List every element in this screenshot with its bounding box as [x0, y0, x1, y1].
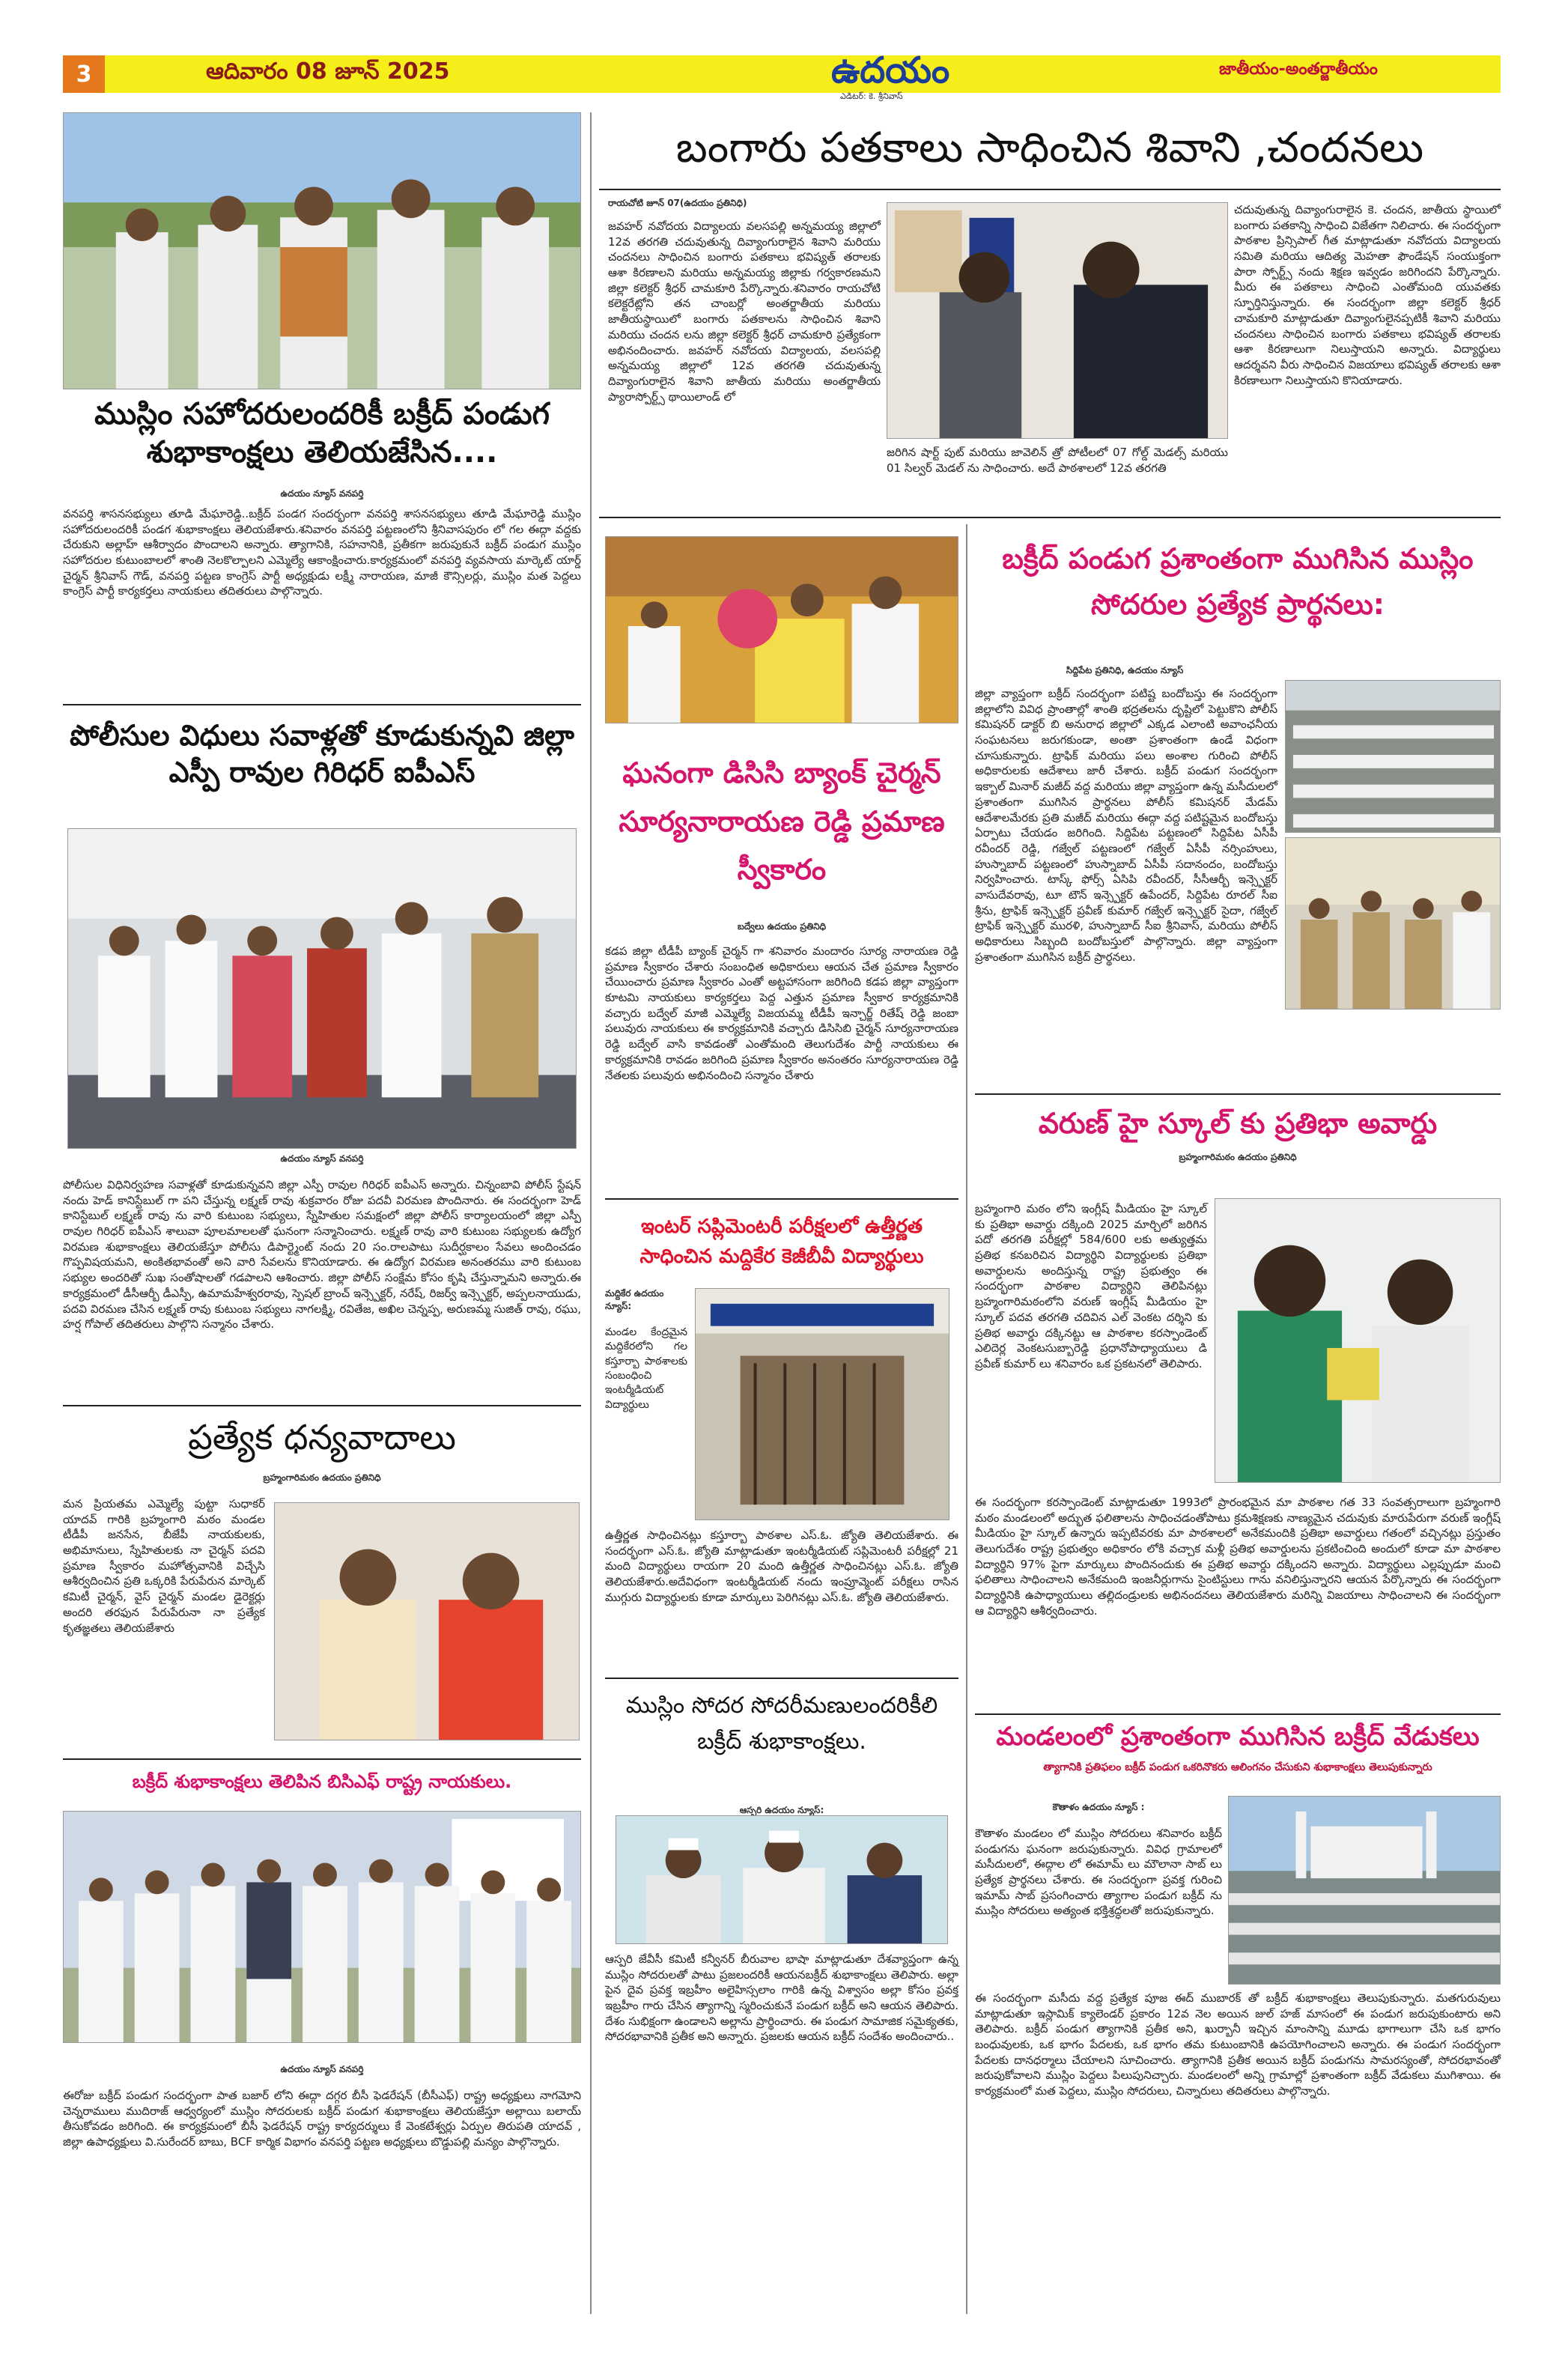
column-divider	[966, 524, 967, 2314]
column-divider	[590, 112, 592, 2314]
siddipet-body-col: జిల్లా వ్యాప్తంగా బక్రీద్ సందర్భంగా పటిష్ట బందోబస్తు ఈ సందర్భంగా జిల్లాలోని వివిధ ప్రాంతాల్లో శాంతి భద్రతలను దృష్టిలో పెట్టుకొని పోలీస్ కమిషనర్ డాక్టర్ బి అనురాధ జిల్లాలో ఎక్కడ ఎలాంటి అవాంఛనీయ సంఘటనలు జరుగకుండా, అంతా ప్రశాంతంగా ఉండే విధంగా చూసుకున్నారు. ట్రాఫిక్ మరియు పలు అంశాల గురించి పోలీస్ అధికారులకు ఆదేశాలు జారీ చేశారు. బక్రీద్ పండుగ సందర్భంగా ఇక్బాల్ మినార్ మజీద్ వద్ద మరియు జిల్లా వ్యాప్తంగా ఉన్న మసీదులలో ప్రశాంతంగా ముగిసిన ప్రార్థనలు పోలీస్ కమిషనర్ మేడమ్ ఆదేశాలమేరకు ప్రతి మజీద్ మరియు ఈద్గా వద్ద పటిష్టమైన బందోబస్తు ఏర్పాటు చేయడం జరిగింది. సిద్దిపేట పట్టణంలో సిద్దిపేట ఏసీపీ రవీందర్ రెడ్డి, గజ్వేల్ పట్టణంలో గజ్వేల్ ఏసీపీ నర్సింహులు, హుస్నాబాద్ పట్టణంలో హుస్నాబాద్ ఏసీపీ సదానందం, బందోబస్తు నిర్వహించారు. టాస్క్ ఫోర్స్ ఏసిపి రవీందర్, సీసీఆర్బీ ఇన్స్పెక్టర్ వాసుదేవరావు, టూ టౌన్ ఇన్స్పెక్టర్ ఉపేందర్, సిద్దిపేట రూరల్ సీఐ శ్రీను, ట్రాఫిక్ ఇన్స్పెక్టర్ ప్రవీణ్ కుమార్ గజ్వేల్ ఇన్స్పెక్టర్ సైదా, గజ్వేల్ ట్రాఫిక్ ఇన్స్పెక్టర్ మురళి, హుస్నాబాద్ సీఐ శ్రీనివాస్, మరియు పోలీస్ అధికారులు సిబ్బంది బందోబస్తులో పాల్గొన్నారు. జిల్లా వ్యాప్తంగా ప్రశాంతంగా ముగిసిన బక్రీద్ ప్రార్థనలు.	[975, 687, 1277, 964]
gold-medal-credit: రాయచోటి జూన్ 07(ఉదయం ప్రతినిధి)	[608, 198, 747, 208]
bcf-group-photo	[63, 1811, 581, 2043]
issue-date: ఆదివారం 08 జూన్ 2025	[206, 58, 450, 85]
thanks-credit: బ్రహ్మంగారిమఠం ఉదయం ప్రతినిధి	[263, 1472, 381, 1483]
story-separator	[63, 704, 581, 705]
newspaper-logo: ఉదయం	[831, 49, 950, 91]
story-separator	[599, 517, 1501, 518]
kgbv-school-gate-photo	[695, 1288, 949, 1520]
thanks-headline: ప్రత్యేక ధన్యవాదాలు	[188, 1417, 456, 1457]
aspari-body: ఆస్పరి జేవీసీ కమిటీ కన్వీనర్ బీరువాల భాషా మాట్లాడుతూ దేశవ్యాప్తంగా ఉన్న ముస్లిం సోదరులతో పాటు ప్రజలందరికీ ఆయనబక్రీద్ శుభాకాంక్షలు తెలిపారు. అల్లా పైన దైవ ప్రవక్త ఇబ్రహీం అలైహిస్సలాం గారికి ఉన్న విశ్వాసం అల్లా కోసం ప్రవక్త ఇబ్రహీం గారు చేసిన త్యాగాన్ని స్మరించుకునే పండుగ బక్రీద్ అని ఆయన తెలిపారు. దేశం సుభిక్షంగా ఉండాలని అల్లాను ప్రార్థించారు. ఈ పండుగ సామాజిక సమైక్యతకు, సోదరభావానికి ప్రతీక అని అన్నారు. ప్రజలకు ఆయన బక్రీద్ సందేశం అందించారు..	[605, 1952, 958, 2044]
police-felicitation-photo	[67, 828, 577, 1149]
police-credit: ఉదయం న్యూస్ వనపర్తి	[280, 1153, 364, 1164]
varun-award-body-full: ఈ సందర్భంగా కరస్పాండెంట్ మాట్లాడుతూ 1993లో ప్రారంభమైన మా పాఠశాల గత 33 సంవత్సరాలుగా బ్రహ్మంగారి మఠం మండలంలో అద్భుత ఫలితాలను సాధించడంతోపాటు క్రమశిక్షణకు నాణ్యమైన చదువుకు మారుపేరుగా వరుణ్ ఇంగ్లీష్ మీడియం హై స్కూల్ ఉన్నారు ఇప్పటివరకు మా పాఠశాలలో అనేకమందికి ప్రతిభా అవార్డులు గతంలో వచ్చినట్లు ప్రస్తుతం తెలుగుదేశం రాష్ట్ర ప్రభుత్వం అధికారం లోకి వచ్చాక మళ్లీ ప్రతిభ అవార్డులను ప్రకటించింది అందులో కూడా మా పాఠశాల విద్యార్థిని 97% పైగా మార్కులు పొందినందుకు ఈ ప్రతిభ అవార్డు దక్కిందని అన్నారు. విద్యార్థులు ఎల్లప్పుడూ మంచి ఫలితాలు సాధించాలని అనేకమంది ఇంజనీర్లుగాను సైంటిస్టులు గాను వనిలిస్తున్నారని ఆయన పేర్కొన్నారు ఈ సందర్భంగా విద్యార్థినికి ఉపాధ్యాయులు తల్లిదండ్రులకు అభినందనలు తెలియజేశారు మరిన్ని విజయాలు సాధించాలని ఈ సందర్భంగా ఆ విద్యార్థిని ఆశీర్వదించారు.	[975, 1496, 1501, 1618]
kgbv-body: ఉత్తీర్ణత సాధించినట్లు కస్తూర్బా పాఠశాల ఎస్.ఓ. జ్యోతి తెలియజేశారు. ఈ సందర్భంగా ఎస్.ఓ. జ్యోతి మాట్లాడుతూ ఇంటర్మీడియట్ సప్లిమెంటరీ పరీక్షల్లో 21 మంది విద్యార్థులు రాయగా 20 మంది ఉత్తీర్ణత సాధించినట్లు ఎస్.ఓ. జ్యోతి తెలియజేశారు.అదేవిధంగా ఇంటర్మీడియట్ నందు ఇంప్రూవ్మెంట్ పరీక్షలు రాసిన ముగ్గురు విద్యార్థులకు కూడా మార్కులు పెరిగినట్లు ఎస్.ఓ. జ్యోతి తెలియజేశారు.	[605, 1528, 958, 1604]
aspari-headline: ముస్లిం సోదర సోదరీమణులందరికీలి బక్రీద్ శుభాకాంక్షలు.	[625, 1692, 938, 1755]
collector-felicitation-photo	[887, 202, 1228, 439]
story-separator	[63, 1405, 581, 1406]
dccb-body: కడప జిల్లా టీడీపీ బ్యాంక్ చైర్మన్ గా శనివారం మందారం సూర్య నారాయణ రెడ్డి ప్రమాణ స్వీకారం చేశారు సంబంధిత అధికారులు ఆయన చేత ప్రమాణ స్వీకారం చేయించారు ప్రమాణ స్వీకారం ఎంతో అట్టహాసంగా జరిగింది కడప జిల్లా వ్యాప్తంగా కూటమి నాయకులు కార్యకర్తలు పెద్ద ఎత్తున ప్రమాణ స్వీకార కార్యక్రమానికి వచ్చారు బద్వేల్ మాజీ ఎమ్మెల్యే విజయమ్మ టీడీపీ ఇన్చార్జ్ రితేష్ రెడ్డి జంబా పలువురు నాయకులు ఈ కార్యక్రమానికి వచ్చారు డిసిసిబి చైర్మన్ సూర్యనారాయణ రెడ్డి బద్వేల్ వాసి కావడంతో ఎంతోమంది తెలుగుదేశం పార్టీ నాయకులు ఈ కార్యక్రమానికి రావడం జరిగింది ప్రమాణ స్వీకారం అనంతరం సూర్యనారాయణ రెడ్డి నేతలకు పలువురు అభినందించి సన్మానం చేశారు	[605, 944, 958, 1082]
kowthalam-body-full: ఈ సందర్భంగా మసీదు వద్ద ప్రత్యేక పూజ ఈద్ ముబారక్ తో బక్రీద్ శుభాకాంక్షలు తెలుపుకున్నారు. మతగురువులు మాట్లాడుతూ ఇస్లామిక్ క్యాలెండర్ ప్రకారం 12వ నెల అయిన జుల్ హజ్ మాసంలో ఈ పండుగ జరుపుకుంటారు అని తెలిపారు. బక్రీద్ పండుగ త్యాగానికి ప్రతీక అని, ఖుర్బానీ ఇచ్చిన మాంసాన్ని మూడు భాగాలుగా చేసి ఒక భాగం బంధువులకు, ఒక భాగం పేదలకు, ఒక భాగం తమ కుటుంబానికి ఉపయోగించాలని అన్నారు. ఈ పండుగ సందర్భంగా పేదలకు దానధర్మాలు చేయాలని సూచించారు. త్యాగానికి ప్రతీక అయిన బక్రీద్ పండుగను సామరస్యంతో, సోదరభావంతో జరుపుకోవాలని ముస్లిం పెద్దలు పిలుపునిచ్చారు. మండలంలో అన్ని గ్రామాల్లో ప్రశాంతంగా బక్రీద్ వేడుకలు ముగిశాయి. ఈ కార్యక్రమంలో మత పెద్దలు, ముస్లిం సోదరులు, చిన్నారులు తదితరులు పాల్గొన్నారు.	[975, 1991, 1501, 2098]
gold-medal-body-col3: చదువుతున్న దివ్యాంగురాలైన కె. చందన, జాతీయ స్థాయిలో బంగారు పతకాన్ని సాధించి విజేతగా నిలిచారు. ఈ సందర్భంగా పాఠశాల ప్రిన్సిపాల్ గీత మాట్లాడుతూ నవోదయ విద్యాలయ సమితి మరియు ఆదిత్య మెహతా ఫౌండేషన్ సంయుక్తంగా పారా స్పోర్ట్స్ నందు శిక్షణ ఇవ్వడం జరిగిందని పేర్కొన్నారు. మీరు ఈ పతకాలు సాధించి ఎంతోమంది యువతకు స్ఫూర్తినిస్తున్నారు. ఈ సందర్భంగా జిల్లా కలెక్టర్ శ్రీధర్ చామకూరి మాట్లాడుతూ దివ్యాంగులైనప్పటికీ శివాని మరియు చందనలు సాధించిన బంగారు పతకాలు భవిష్యత్ తరాలకు ఆశా కిరణాలుగా నిలుస్తాయని అన్నారు. విద్యార్థులు ఆదర్శవని వీరు సాధించిన విజయాలు భవిష్యత్ తరాలకు ఆశా కిరణాలుగా నిలుస్తాయని కొనియాడారు.	[1234, 203, 1501, 387]
varun-award-headline: వరుణ్ హై స్కూల్ కు ప్రతిభా అవార్డు	[1038, 1107, 1438, 1140]
eidgah-prayer-photo	[1228, 1796, 1501, 1985]
story-separator	[975, 1093, 1501, 1095]
kowthalam-body-left: కౌతాళం మండలం లో ముస్లిం సోదరులు శనివారం బక్రీద్ పండుగను ఘనంగా జరుపుకున్నారు. వివిధ గ్రామాలలో మసీదులలో, ఈద్గాల లో ఈమామ్ లు మౌలానా సాబ్ లు ప్రత్యేక ప్రార్థనలు చేశారు. ఈ సందర్భంగా ప్రవక్త గురించి ఇమామ్ సాబ్ ప్రసంగించారు త్యాగాల పండుగ బక్రీద్ ను ముస్లిం సోదరులు అత్యంత భక్తిశ్రద్ధలతో జరుపుకున్నారు.	[975, 1827, 1222, 1918]
aspari-portraits-photo	[616, 1815, 948, 1944]
police-headline: పోలీసుల విధులు సవాళ్లతో కూడుకున్నవి జిల్లా ఎస్పీ రావుల గిరిధర్ ఐపీఎస్	[70, 719, 574, 789]
kowthalam-credit: కౌతాళం ఉదయం న్యూస్ :	[1052, 1802, 1145, 1812]
student-award-photo	[1215, 1198, 1501, 1483]
bcf-credit: ఉదయం న్యూస్ వనపర్తి	[280, 2064, 364, 2074]
kgbv-credit: మద్దికేర ఉదయం న్యూస్:	[605, 1288, 664, 1311]
kgbv-side-text: మండల కేంద్రమైన మద్దికేరలోని గల కస్తూర్బా పాఠశాలకు సంబంధించి ఇంటర్మీడియట్ విద్యార్థులు	[605, 1326, 687, 1411]
bakrid-wishes-headline: ముస్లిం సహోదరులందరికీ బక్రీద్ పండుగ శుభాకాంక్షలు తెలియజేసిన....	[94, 397, 550, 470]
couple-photo	[274, 1502, 580, 1740]
gold-medal-body-under-photo: జరిగిన షార్ట్ పుట్ మరియు జావెలిన్ త్రో పోటీలలో 07 గోల్డ్ మెడల్స్ మరియు 01 సిల్వర్ మెడల్ ను సాధించారు. అదే పాఠశాలలో 12వ తరగతి	[887, 446, 1228, 475]
page-number: 3	[63, 55, 105, 93]
varun-award-body-left: బ్రహ్మంగారి మఠం లోని ఇంగ్లీష్ మీడియం హై స్కూల్ కు ప్రతిభా అవార్డు దక్కింది 2025 మార్చిలో జరిగిన పదో తరగతి పరీక్షల్లో 584/600 లకు అత్యుత్తమ ప్రతిభ కనబరిచిన విద్యార్థిని విద్యార్థులకు ప్రతిభా అవార్డులను అందిస్తున్న రాష్ట్ర ప్రభుత్వం ఈ సందర్భంగా పాఠశాల విద్యార్థిని తెలిపినట్లు బ్రహ్మంగారిమఠంలోని వరుణ్ ఇంగ్లీష్ మీడియం హై స్కూల్ పదవ తరగతి చదివిన ఎల్ వెంకట దర్శిని కు ప్రతిభ అవార్డు దక్కినట్టు ఆ పాఠశాల కరస్పాండెంట్ ఎలిదెర్ల వెంకటసుబ్బారెడ్డి ప్రధానోపాధ్యాయులు డి ప్రవీణ్ కుమార్ లు శనివారం ఒక ప్రకటనలో తెలిపారు.	[975, 1202, 1207, 1370]
siddipet-credit: సిద్దిపేట ప్రతినిధి, ఉదయం న్యూస్	[1066, 665, 1184, 676]
bakrid-wishes-credit: ఉదయం న్యూస్ వనపర్తి	[280, 488, 364, 499]
story-separator	[63, 1758, 581, 1760]
dccb-headline: ఘనంగా డిసిసి బ్యాంక్ చైర్మన్ సూర్యనారాయణ రెడ్డి ప్రమాణ స్వీకారం	[619, 756, 945, 887]
story-separator	[599, 189, 1501, 190]
aspari-credit: ఆస్పరి ఉదయం న్యూస్:	[739, 1805, 824, 1815]
editor-tagline: ఎడిటర్: కె. శ్రీనివాస్	[840, 91, 903, 101]
varun-award-credit: బ్రహ్మంగారిమఠం ఉదయం ప్రతినిధి	[1179, 1152, 1297, 1162]
kowthalam-subhead: త్యాగానికి ప్రతిఫలం బక్రీద్ పండుగ ఒకరినొకరు ఆలింగనం చేసుకుని శుభాకాంక్షలు తెలుపుకున్నారు	[1043, 1761, 1432, 1773]
story-separator	[605, 1198, 958, 1200]
gold-medal-headline: బంగారు పతకాలు సాధించిన శివాని ,చందనలు	[675, 124, 1424, 172]
leaders-photo	[63, 112, 581, 389]
prayer-gathering-photo	[1285, 680, 1501, 833]
bcf-body: ఈరోజు బక్రీద్ పండుగ సందర్భంగా పాత బజార్ లోని ఈద్గా దగ్గర బీసీ ఫెడరేషన్ (బీసీఎఫ్) రాష్ట్ర అధ్యక్షులు నాగమోని చెన్నరాములు ముదిరాజ్ ఆధ్వర్యంలో ముస్లిం సోదరులకు బక్రీద్ పండుగ శుభాకాంక్షలు తెలియజేస్తూ అల్లాయి బలాయ్ తీసుకోవడం జరిగింది. ఈ కార్యక్రమంలో బీసీ ఫెడరేషన్ రాష్ట్ర కార్యదర్శులు కే వెంకటేశ్వర్లు ఏర్పుల తిరుపతి యాదవ్ , జిల్లా ఉపాధ్యక్షులు వి.సురేందర్ బాబు, BCF కార్మిక విభాగం వనపర్తి పట్టణ అధ్యక్షులు బొడ్డుపల్లి మన్యం పాల్గొన్నారు.	[63, 2089, 581, 2149]
dccb-credit: బద్వేలు ఉదయం ప్రతినిధి	[737, 921, 827, 932]
kowthalam-headline: మండలంలో ప్రశాంతంగా ముగిసిన బక్రీద్ వేడుకలు	[996, 1722, 1480, 1752]
police-bandobast-photo	[1285, 837, 1501, 1010]
siddipet-headline: బక్రీద్ పండుగ ప్రశాంతంగా ముగిసిన ముస్లిం సోదరుల ప్రత్యేక ప్రార్థనలు:	[1002, 542, 1474, 621]
thanks-body: మన ప్రియతమ ఎమ్మెల్యే పుట్టా సుధాకర్ యాదవ్ గారికి బ్రహ్మంగారి మఠం మండల టీడీపీ జనసేన, బీజేపీ నాయకులకు, అభిమానులు, స్నేహితులకు నా చైర్మన్ పదవి ప్రమాణ స్వీకారం మహోత్సవానికి విచ్చేసి ఆశీర్వదించిన ప్రతి ఒక్కరికి పేరుపేరున మార్కెట్ కమిటీ చైర్మన్, వైస్ చైర్మన్ మండల డైరెక్టర్లు అందరి తరఫున పేరుపేరునా నా ప్రత్యేక కృతజ్ఞతలు తెలియజేశారు	[63, 1497, 265, 1635]
police-body: పోలీసుల విధినిర్వహణ సవాళ్లతో కూడుకున్నవని జిల్లా ఎస్పీ రావుల గిరిధర్ ఐపీఎస్ అన్నారు. చిన్నంబావి పోలీస్ స్టేషన్ నందు హెడ్ కానిస్టేబుల్ గా పని చేస్తున్న లక్ష్మణ్ రావు శుక్రవారం రోజు పదవీ విరమణ పొందినారు. ఈ సందర్భంగా హెడ్ కానిస్టేబుల్ లక్ష్మణ్ రావు ను వారి కుటుంబ సభ్యులు, స్నేహితుల సమక్షంలో జిల్లా పోలీస్ కార్యాలయంలో జిల్లా ఎస్పీ రావుల గిరిధర్ ఐపీఎస్ శాలువా పూలమాలలతో ఘనంగా సన్మానించారు. లక్ష్మణ్ రావు వారి కుటుంబ సభ్యులకు ఉద్యోగ విరమణ శుభాకాంక్షలు తెలియజేస్తూ పోలీసు డిపార్ట్మెంట్ నందు 20 సం.రాలపాటు సుదీర్ఘకాలం సేవలు అందించడం గొప్పవిషయమని, అంకితభావంతో అని వారి సేవలను కొనియాడారు. ఈ ఉద్యోగ విరమణ అనంతరము వారి కుటుంబ సభ్యుల అందరితో సుఖ సంతోషాలతో గడపాలని ఆశించారు. జిల్లా పోలీస్ సంక్షేమ కోసం కృషి చేస్తున్నామని అన్నారు.ఈ కార్యక్రమంలో డీసీఆర్బీ డీఎస్పీ, ఉమామహేశ్వరరావు, స్పెషల్ బ్రాంచ్ ఇన్స్పెక్టర్, నరేష్, రిజర్వ్ ఇన్స్పెక్టర్, అప్పలనాయుడు, పదవి విరమణ చేసిన లక్ష్మణ్ రావు కుటుంబ సభ్యులు నాగలక్ష్మి, రవితేజ, అఖిల చెన్నప్ప, అరుణమ్మ సుజిత్ రావు, రఘు, హర్ష గోపాల్ తదితరులు పాల్గొని సన్మానం చేశారు.	[63, 1178, 581, 1332]
bakrid-wishes-body: వనపర్తి శాసనసభ్యులు తూడి మేఘారెడ్డి..బక్రీద్ పండగ సందర్భంగా వనపర్తి శాసనసభ్యులు తూడి మేఘారెడ్డి ముస్లిం సహోదరులందరికీ పండగ శుభాకాంక్షలు తెలియజేశారు.శనివారం వనపర్తి పట్టణంలోని శ్రీనివాసపురం లో గల ఈద్గా వద్దకు చేరుకుని అల్లాహ్ ఆశీర్వాదం పొందాలని అన్నారు. త్యాగానికి, సహనానికి, ప్రతీకగా జరుపుకునే బక్రీద్ పండుగ ముస్లిం సహోదరుల కుటుంబాలలో శాంతి నెలకొల్పాలని ఎమ్మెల్యే ఆకాంక్షించారు.కార్యక్రమంలో వనపర్తి వ్యవసాయ మార్కెట్ యార్డ్ చైర్మన్ శ్రీనివాస్ గౌడ్, వనపర్తి పట్టణ కాంగ్రెస్ పార్టీ అధ్యక్షుడు లక్ష్మీ నారాయణ, మాజీ కౌన్సిలర్లు, ముస్లిం మత పెద్దలు కాంగ్రెస్ పార్టీ కార్యకర్తలు నాయకులు తదితరులు పాల్గొన్నారు.	[63, 507, 581, 598]
gold-medal-body-col1: జవహర్ నవోదయ విద్యాలయ వలసపల్లి అన్నమయ్య జిల్లాలో 12వ తరగతి చదువుతున్న దివ్యాంగురాలైన శివాని మరియు చందనలు సాధించిన బంగారు పతకాలు భవిష్యత్ తరాలకు ఆశా కిరణాలని మరియు అన్నమయ్య జిల్లాకు గర్వకారణమని జిల్లా కలెక్టర్ శ్రీధర్ చామకూరి పేర్కొన్నారు.శనివారం రాయచోటి కలెక్టరేట్లోని తన చాంబర్లో అంతర్జాతీయ మరియు జాతీయస్థాయిలో బంగారు పతకాలను సాధించిన శివాని మరియు చందన లను జిల్లా కలెక్టర్ శ్రీధర్ చామకూరి ప్రత్యేకంగా అభినందించారు. జవహర్ నవోదయ విద్యాలయ, వలసపల్లి అన్నమయ్య జిల్లాలో 12వ తరగతి చదువుతున్న దివ్యాంగురాలైన శివాని జాతీయ మరియు అంతర్జాతీయ ప్యారాస్పోర్ట్స్ థాయిలాండ్ లో	[608, 219, 881, 404]
kgbv-headline: ఇంటర్ సప్లిమెంటరీ పరీక్షలలో ఉత్తీర్ణత సాధించిన మద్దికేర కెజీబీవీ విద్యార్థులు	[639, 1215, 924, 1269]
dccb-ceremony-photo	[605, 536, 958, 723]
story-separator	[605, 1678, 958, 1679]
bcf-headline: బక్రీద్ శుభాకాంక్షలు తెలిపిన బిసిఎఫ్ రాష్ట్ర నాయకులు.	[132, 1771, 512, 1792]
section-title: జాతీయం-అంతర్జాతీయం	[1219, 60, 1378, 79]
story-separator	[975, 1713, 1501, 1715]
